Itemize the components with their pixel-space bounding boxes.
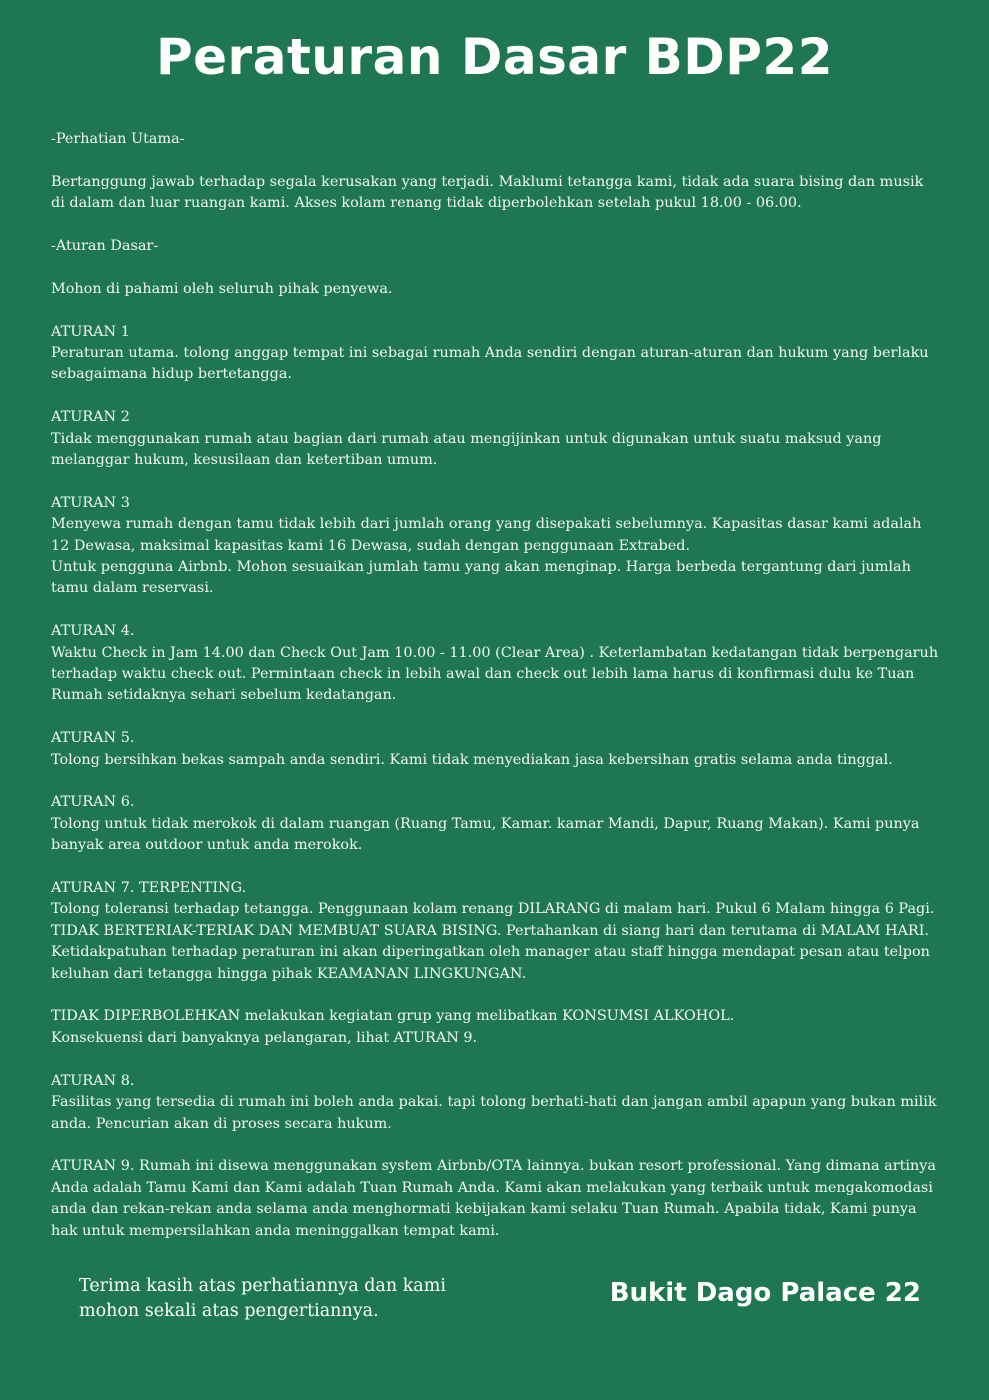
rule-7-text: Tolong toleransi terhadap tetangga. Penggunaan kolam renang DILARANG di malam hari. Pukul 6 Malam hingga 6 Pagi. TIDAK BERTERIAK-TERIAK DAN MEMBUAT SUARA BISING. Pertahankan di siang hari dan terutama di MALAM HARI. Ketidakpatuhan terhadap peraturan ini akan diperingatkan oleh manager atau staff hingga mendapat pesan atau telpon keluhan dari tetangga hingga pihak KEAMANAN LINGKUNGAN. [51,901,935,982]
rule-5-heading: ATURAN 5. [51,730,135,747]
main-notice-heading: -Perhatian Utama- [51,131,185,147]
rule-7-heading: ATURAN 7. TERPENTING. [51,880,247,897]
closing-text: Terima kasih atas perhatiannya dan kami mohon sekali atas pengertiannya. [79,1276,446,1321]
page-title: Peraturan Dasar BDP22 [155,28,833,86]
basic-rules-intro: Mohon di pahami oleh seluruh pihak penyewa. [51,280,393,297]
main-notice-text: Bertanggung jawab terhadap segala kerusakan yang terjadi. Maklumi tetangga kami, tidak ada suara bising dan musik di dalam dan luar ruangan kami. Akses kolam renang tidak diperbolehkan setelah pukul 18.00 - 06.00. [51,173,924,212]
signature: Bukit Dago Palace 22 [609,1278,921,1308]
rule-8-heading: ATURAN 8. [51,1072,135,1089]
rule-1-text: Peraturan utama. tolong anggap tempat ini sebagai rumah Anda sendiri dengan aturan-aturan dan hukum yang berlaku sebagaimana hidup bertetangga. [51,345,929,383]
rule-4-heading: ATURAN 4. [51,623,135,640]
rule-3-heading: ATURAN 3 [51,494,130,511]
rule-9-text: ATURAN 9. Rumah ini disewa menggunakan system Airbnb/OTA lainnya. bukan resort professional. Yang dimana artinya Anda adalah Tamu Kami dan Kami adalah Tuan Rumah Anda. Kami akan melakukan yang terbaik untuk mengakomodasi anda dan rekan-rekan anda selama anda menghormati kebijakan kami selaku Tuan Rumah. Apabila tidak, Kami punya hak untuk mempersilahkan anda meninggalkan tempat kami. [51,1158,936,1239]
rule-3-text: Menyewa rumah dengan tamu tidak lebih dari jumlah orang yang disepakati sebelumnya. Kapasitas dasar kami adalah 12 Dewasa, maksimal kapasitas kami 16 Dewasa, sudah dengan penggunaan Extrabed. Untuk pengguna Airbnb. Mohon sesuaikan jumlah tamu yang akan menginap. Harga berbeda tergantung dari jumlah tamu dalam reservasi. [51,516,922,597]
rule-6-text: Tolong untuk tidak merokok di dalam ruangan (Ruang Tamu, Kamar. kamar Mandi, Dapur, Ruang Makan). Kami punya banyak area outdoor untuk anda merokok. [51,815,920,854]
rule-2-heading: ATURAN 2 [51,409,130,426]
alcohol-notice: TIDAK DIPERBOLEHKAN melakukan kegiatan grup yang melibatkan KONSUMSI ALKOHOL. Konsekuensi dari banyaknya pelangaran, lihat ATURAN 9. [51,1008,735,1046]
rule-1-heading: ATURAN 1 [51,323,130,340]
rule-5-text: Tolong bersihkan bekas sampah anda sendiri. Kami tidak menyediakan jasa kebersihan gratis selama anda tinggal. [51,751,893,768]
rules-body [51,129,941,1242]
basic-rules-heading: -Aturan Dasar- [51,238,159,254]
rule-8-text: Fasilitas yang tersedia di rumah ini boleh anda pakai. tapi tolong berhati-hati dan jangan ambil apapun yang bukan milik anda. Pencurian akan di proses secara hukum. [51,1094,937,1132]
rule-4-text: Waktu Check in Jam 14.00 dan Check Out Jam 10.00 - 11.00 (Clear Area) . Keterlambatan kedatangan tidak berpengaruh terhadap waktu check out. Permintaan check in lebih awal dan check out lebih lama harus di konfirmasi dulu ke Tuan Rumah setidaknya sehari sebelum kedatangan. [51,644,939,704]
rule-2-text: Tidak menggunakan rumah atau bagian dari rumah atau mengijinkan untuk digunakan untuk suatu maksud yang melanggar hukum, kesusilaan dan ketertiban umum. [51,430,882,469]
rule-6-heading: ATURAN 6. [51,794,135,811]
